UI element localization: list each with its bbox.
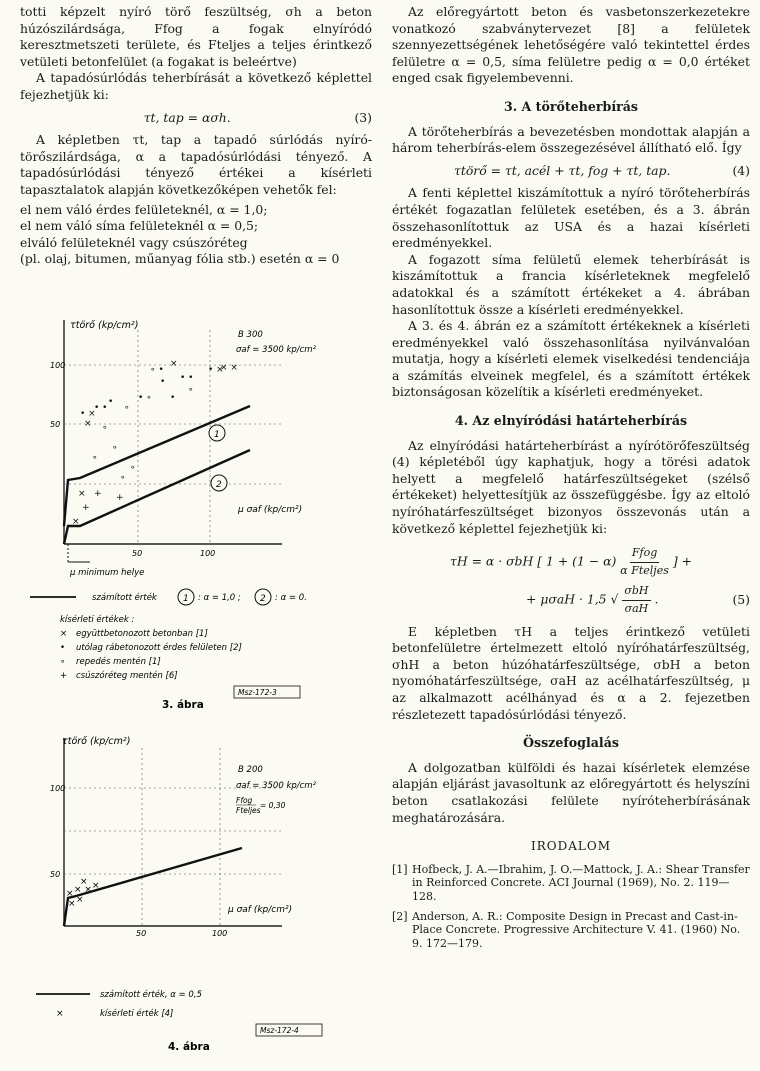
curve-1-line — [64, 406, 250, 526]
legend-c1-number: 1 — [183, 594, 189, 604]
svg-text:•: • — [160, 377, 166, 387]
minimum-label: μ minimum helye — [70, 568, 145, 578]
equation-5-number: (5) — [732, 592, 750, 607]
figure-4-chart — [20, 728, 372, 1058]
equation-5-part-a: τH = α · σbH [ 1 + (1 − α) — [450, 553, 617, 569]
svg-text:× ×: × × — [74, 885, 92, 895]
equation-3 — [20, 110, 372, 127]
heading-summary: Összefoglalás — [523, 735, 619, 751]
paragraph-failure-intro: A törőteherbírás a bevezetésben mondottak alapján a három teherbírás-elem összegezésével állítható elő. Így — [392, 123, 750, 156]
legend-c1-text: : α = 1,0 ; — [198, 593, 241, 603]
paragraph-standard: Az előregyártott beton és vasbetonszerkezetekre vonatkozó szabványtervezet [8] a felületek szennyezettségének lehetőségére való tekintettel érdes felületre α = 0,5, síma felületre pedig α = 0,0 értéket enged csak figyelembevenni. — [392, 4, 750, 86]
heading-references: IRODALOM — [531, 839, 611, 854]
svg-text:×: × — [76, 895, 84, 905]
note-concrete: B 200 — [238, 765, 263, 775]
paragraph-friction-intro: A tapadósúrlódás teherbírását a következő képlettel fejezhetjük ki: — [20, 70, 372, 102]
x-tick-100: 100 — [200, 549, 216, 558]
equation-4-number: (4) — [732, 162, 750, 178]
svg-text:repedés mentén [1]: repedés mentén [1] — [76, 657, 161, 667]
svg-text:∘: ∘ — [130, 463, 136, 473]
curve-2-line — [64, 450, 250, 544]
data-points — [72, 359, 238, 527]
paragraph-limit-stress: Az elnyíródási határteherbírást a nyírótörőfeszültség (4) képletéből úgy kaphatjuk, hogy a törési adatok helyett a megfelelő határfeszültségeket (szélső értékeket) helyettesítjük az összefüggésbe. Így az eltoló nyíróhatárfeszültséget bizonyos összevonás után a következő képlettel fejezhetjük ki: — [392, 437, 750, 536]
note-concrete: B 300 — [238, 330, 263, 340]
svg-text:∘: ∘ — [124, 403, 130, 413]
svg-text:∘ •: ∘ • — [150, 365, 164, 375]
paragraph-stress-definitions: totti képzelt nyíró törő feszültség, σh a beton húzószilárdsága, Ffog a fogak elnyíródó keresztmetszeti területe, és Fteljes a teljes érintkező vetületi betonfelület (a fogakat is beleértve) — [20, 4, 372, 69]
y-tick-50: 50 — [50, 420, 61, 429]
svg-text:•: • — [170, 393, 176, 403]
svg-text:∘: ∘ — [188, 385, 194, 395]
paragraph-friction-coefficient: A képletben τt, tap a tapadó súrlódás nyíró-törőszilárdsága, α a tapadósúrlódási tényező. A tapadósúrlódási tényező értékei a kísérleti tapasztalatok alapján következőképen vehetők fel: — [20, 132, 372, 197]
paragraph-summary: A dolgozatban külföldi és hazai kísérletek elemzése alapján eljárást javasoltunk az előregyártott és helyszíni beton csatlakozási felülete nyíróteherbírásának meghatározására. — [392, 759, 750, 825]
svg-text:∘: ∘ — [120, 473, 126, 483]
svg-text:• ×: • × — [80, 409, 96, 419]
equation-3-number: (3) — [354, 109, 372, 125]
legend-computed: számított érték, α = 0,5 — [100, 990, 202, 1000]
y-tick-50: 50 — [50, 870, 61, 879]
heading-section-3: 3. A törőteherbírás — [503, 98, 639, 114]
list-item: el nem váló érdes felületeknél, α = 1,0; — [20, 201, 268, 217]
note-ratio-value: = 0,30 — [260, 801, 286, 810]
svg-text:• ×: • × — [208, 365, 224, 375]
equation-4 — [392, 163, 750, 180]
equation-5-fraction: Ffog α Fteljes — [620, 546, 669, 577]
paragraph-conclusion-figs: A 3. és 4. ábrán ez a számított értékeknek a kísérleti eredményekkel való összehasonlítása nyilvánvalóan mutatja, hogy a kísérleti elemek viselkedési tendenciája a számítás elveinek megfelel, és a számított értékek biztonságosan közelítik a kísérleti eredményeket. — [392, 318, 750, 400]
reference-item: [2] Anderson, A. R.: Composite Design in Precast and Cast-in-Place Concrete. Progressive Architecture V. 41. (1960) No. 9. 172—179. — [392, 909, 741, 950]
x-tick-100: 100 — [212, 929, 228, 938]
list-item: elváló felületeknél vagy csúszóréteg — [20, 234, 248, 250]
x-tick-50: 50 — [136, 929, 147, 938]
legend-items — [60, 629, 242, 681]
svg-text:• •: • • — [94, 403, 108, 413]
stamp-fig3: Msz-172-3 — [238, 688, 277, 697]
legend-head: kísérleti értékek : — [60, 615, 135, 625]
svg-text:együttbetonozott betonban [1]: együttbetonozott betonban [1] — [76, 629, 208, 639]
svg-text:• •: • • — [180, 373, 194, 383]
x-axis-label: μ σaf (kp/cm²) — [228, 905, 293, 915]
svg-text:• ∘: • ∘ — [138, 393, 152, 403]
y-axis-label: τtörő (kp/cm²) — [62, 736, 131, 747]
equation-5-sqrt-fraction: σbH σaH — [624, 584, 649, 615]
caption-fig3: 3. ábra — [162, 699, 204, 711]
x-tick-50: 50 — [132, 549, 143, 558]
reference-item: [1] Hofbeck, J. A.—Ibrahim, J. O.—Mattock, J. A.: Shear Transfer in Reinforced Concrete. ACI Journal (1969), No. 2. 119—128. — [392, 862, 750, 903]
note-ratio-bottom: Fteljes — [236, 806, 261, 815]
y-axis-label: τtörő (kp/cm²) — [70, 320, 139, 331]
equation-3-formula: τt, tap = ασh. — [143, 109, 231, 125]
legend-x-text: kísérleti érték [4] — [100, 1009, 174, 1019]
svg-text:+: + — [116, 493, 124, 503]
equation-5-part-b: ] + — [672, 553, 692, 569]
svg-text:×: × — [60, 629, 68, 639]
curve-2-label: 2 — [216, 480, 222, 490]
left-column — [20, 4, 372, 268]
stamp-fig4: Msz-172-4 — [260, 1026, 299, 1035]
heading-section-4: 4. Az elnyíródási határteherbírás — [454, 413, 688, 429]
svg-text:•: • — [108, 397, 114, 407]
legend-x-symbol: × — [56, 1009, 64, 1019]
caption-fig4: 4. ábra — [168, 1041, 210, 1053]
paragraph-fig4-comparison: A fogazott síma felületű elemek teherbírását is kiszámítottuk a francia kísérleteknek megfelelő adatokkal és a számított értékeket a 4. ábrában hasonlítottuk össze a kísérleti eredményekkel. — [392, 251, 750, 317]
figure-3-chart — [20, 300, 372, 725]
svg-text:×: × — [92, 881, 100, 891]
svg-text:× ×: × × — [220, 363, 238, 373]
note-steel-stress: σaf = 3500 kp/cm² — [236, 345, 316, 355]
legend-c2-text: : α = 0. — [275, 593, 307, 603]
svg-text:utólag rábetonozott érdes felü: utólag rábetonozott érdes felületen [2] — [76, 643, 242, 653]
note-ratio-top: Ffog — [236, 796, 253, 805]
equation-5-line-1 — [392, 545, 750, 579]
svg-text:+: + — [82, 503, 90, 513]
legend-c2-number: 2 — [260, 594, 266, 604]
legend-computed: számított érték — [92, 593, 157, 603]
list-item: (pl. olaj, bitumen, műanyag fólia stb.) esetén α = 0 — [20, 251, 340, 267]
x-axis-label: μ σaf (kp/cm²) — [238, 505, 303, 515]
data-points — [66, 877, 100, 909]
svg-text:csúszóréteg mentén [6]: csúszóréteg mentén [6] — [76, 671, 178, 681]
svg-text:×: × — [84, 419, 92, 429]
equation-5-part-c: + μσaH · 1,5 √ — [526, 592, 619, 607]
paragraph-fig3-comparison: A fenti képlettel kiszámítottuk a nyíró törőteherbírás értékét fogazatlan felületek esetében, és a 3. ábrán összehasonlítottuk az USA és a hazai kísérleti eredményekkel. — [392, 185, 750, 251]
svg-text:×: × — [80, 877, 88, 887]
svg-text:+: + — [94, 489, 102, 499]
list-item: el nem váló síma felületeknél α = 0,5; — [20, 218, 259, 234]
svg-text:×: × — [66, 889, 74, 899]
curve-1-label: 1 — [214, 430, 220, 440]
svg-text:∘: ∘ — [60, 657, 66, 667]
coefficient-list — [20, 202, 372, 268]
svg-text:×: × — [68, 899, 76, 909]
svg-text:×: × — [78, 489, 86, 499]
svg-text:∘: ∘ — [92, 453, 98, 463]
paragraph-symbols: E képletben τH a teljes érintkező vetületi betonfelületre értelmezett eltoló nyíróhatárfeszültség, σhH a beton húzóhatárfeszültsége, σbH a beton nyomóhatárfeszültsége, σaH az acélhatárfeszültség, μ az alkalmazott acélhányad és α a 2. fejezetben részletezett tapadósúrlódási tényező. — [392, 623, 750, 722]
svg-text:∘: ∘ — [112, 443, 118, 453]
svg-text:∘: ∘ — [102, 423, 108, 433]
y-tick-100: 100 — [50, 784, 66, 793]
svg-text:+: + — [60, 671, 68, 681]
svg-text:×: × — [72, 517, 80, 527]
note-steel-stress: σaf = 3500 kp/cm² — [236, 781, 316, 791]
svg-text:•: • — [60, 643, 66, 653]
svg-text:×: × — [170, 359, 178, 369]
y-tick-100: 100 — [50, 361, 66, 370]
right-column — [392, 4, 750, 950]
equation-5-line-2: + μσaH · 1,5 √ σbH σaH . (5) — [392, 583, 750, 617]
equation-4-formula: τtörő = τt, acél + τt, fog + τt, tap. — [454, 162, 671, 178]
